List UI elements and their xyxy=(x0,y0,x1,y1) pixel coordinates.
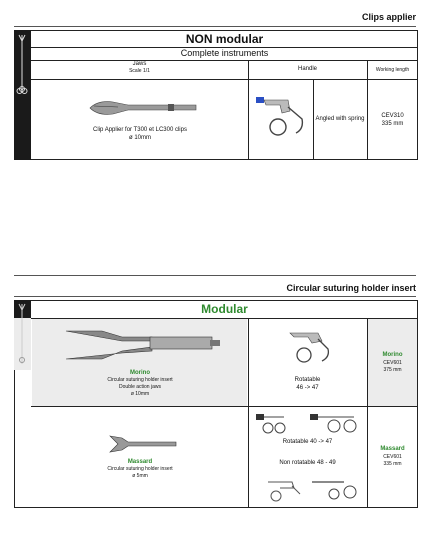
massard-jaws-image xyxy=(108,432,178,454)
rotatable-handle-image xyxy=(282,327,334,367)
morino-ref-name: Morino xyxy=(382,352,403,358)
morino-ref: CEV601 xyxy=(383,360,402,366)
jaw-caption-size: ø 10mm xyxy=(128,135,151,141)
morino-size: ø 10mm xyxy=(130,391,150,397)
section-divider-3 xyxy=(14,296,416,297)
col-header-jaws: Jaws xyxy=(132,61,147,67)
morino-name: Morino xyxy=(130,370,150,376)
massard-nonrotatable-handles-image xyxy=(262,476,362,504)
massard-desc: Circular suturing holder insert xyxy=(107,466,173,472)
col-header-handle: Handle xyxy=(297,66,317,72)
massard-ref: CEV601 xyxy=(383,454,402,460)
massard-name: Massard xyxy=(127,459,153,465)
banner-non-modular: NON modular xyxy=(185,32,264,46)
handle-description: Angled with spring xyxy=(315,116,365,122)
jaw-caption: Clip Applier for T300 et LC300 clips xyxy=(93,127,187,133)
col-header-working-length: Working length xyxy=(375,67,410,73)
morino-jaws-image xyxy=(62,325,222,365)
massard-nonrotatable-label: Non rotatable 48 - 49 xyxy=(279,460,336,466)
banner-modular: Modular xyxy=(201,302,248,316)
col-header-jaws-scale: Scale 1/1 xyxy=(129,68,150,74)
morino-desc: Circular suturing holder insert xyxy=(107,377,173,383)
rotatable-label: Rotatable xyxy=(294,377,321,383)
massard-rotatable-handles-image xyxy=(254,410,364,436)
clip-applier-jaws-image xyxy=(88,96,198,120)
reference-code: CEV310 xyxy=(381,113,404,119)
handle-thumbnail-icon xyxy=(16,85,28,95)
section-divider-2 xyxy=(14,275,416,276)
massard-rotatable-label: Rotatable 40 -> 47 xyxy=(282,439,333,445)
working-length-value: 335 mm xyxy=(381,121,404,127)
section-heading-suturing: Circular suturing holder insert xyxy=(286,283,416,293)
instrument-thumbnail-icon-2 xyxy=(16,302,28,368)
morino-length: 375 mm xyxy=(383,367,402,373)
angled-handle-image xyxy=(252,93,310,141)
rotatable-range: 46 -> 47 xyxy=(296,385,319,391)
section-divider xyxy=(14,26,416,27)
section-heading-clips-applier: Clips applier xyxy=(361,12,416,22)
massard-size: ø 5mm xyxy=(132,473,148,479)
morino-desc2: Double action jaws xyxy=(119,384,161,390)
massard-length: 335 mm xyxy=(383,461,402,467)
subbanner-complete-instruments: Complete instruments xyxy=(180,48,269,58)
massard-ref-name: Massard xyxy=(380,446,405,452)
